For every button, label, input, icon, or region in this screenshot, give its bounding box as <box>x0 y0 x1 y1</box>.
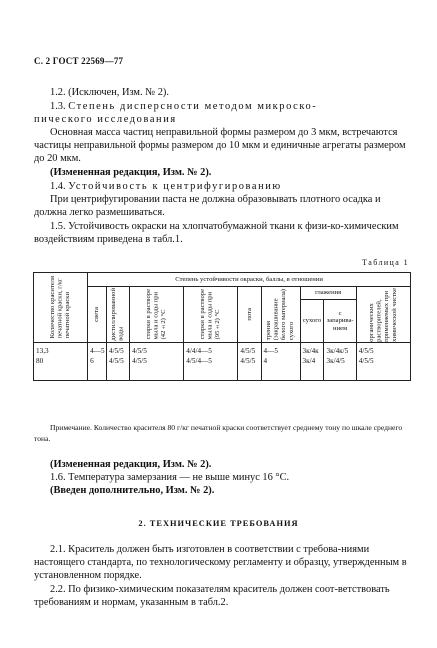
edition-note: (Измененная редакция, Изм. № 2). <box>50 459 212 470</box>
cell-water: 4/5/5 4/5/5 <box>107 343 130 375</box>
col-dry-rub-header: трения (закрашивание белого материала) сухого <box>261 287 300 343</box>
col-ironing-header: глажения <box>300 287 356 300</box>
clause-2-2: 2.2. По физико-химическим показателям краситель должен соот-ветствовать требованиям и нормам, указанным в табл.2. <box>34 584 390 609</box>
col-light-header: света <box>88 287 107 343</box>
cell-dye-amount: 13,3 80 <box>34 343 88 375</box>
cell-light: 4—5 6 <box>88 343 107 375</box>
clause-1-3-text: Основная масса частиц неправильной формы размером до 3 мкм, встречаются частицы неправильной формы размером до 10 мкм и единичные агрегаты размером до 20 мкм. <box>34 127 406 165</box>
cell-soap42: 4/5/5 4/5/5 <box>130 343 184 375</box>
cell-iron-steam: 3к/4к/5 3к/4/5 <box>324 343 356 375</box>
col-iron-steam-header: с запарива- нием <box>324 300 356 343</box>
fastness-table <box>33 272 411 381</box>
clause-1-4-text: При центрифугировании паста не должна образовывать плотного осадка и должна легко размешиваться. <box>34 194 381 219</box>
table-caption: Таблица 1 <box>362 258 409 267</box>
table-row <box>34 343 411 375</box>
col-iron-dry-header: сухого <box>300 300 324 343</box>
clause-1-3-title-a: Степень дисперсности методом микроско- <box>68 101 318 112</box>
page-header: С. 2 ГОСТ 22569—77 <box>34 56 124 66</box>
clause-1-4-heading <box>50 180 410 193</box>
col-water-header: дистиллированной воды <box>107 287 130 343</box>
introduced-note: (Введен дополнительно, Изм. № 2). <box>50 485 215 496</box>
cell-dry-rub: 4—5 4 <box>261 343 300 375</box>
clause-1-4-number: 1.4. <box>50 181 66 192</box>
group-header: Степень устойчивости окраски, баллы, в отношении <box>88 273 411 287</box>
col-dye-amount-header: Количество красителя печатной краски, г/кг печатной краски <box>34 273 88 343</box>
clause-1-3-number: 1.3. <box>50 101 66 112</box>
clause-1-3-edition: (Измененная редакция, Изм. № 2). <box>50 167 212 178</box>
section-title: 2. ТЕХНИЧЕСКИЕ ТРЕБОВАНИЯ <box>138 519 299 528</box>
clause-1-3-title-b: пического исследования <box>34 114 177 125</box>
clause-2-1: 2.1. Краситель должен быть изготовлен в соответствии с требова-ниями настоящего стандарта, по технологическому регламенту и образцу, утвержденным в установленном порядке. <box>34 544 407 582</box>
cell-sweat: 4/5/5 4/5/5 <box>238 343 261 375</box>
clause-1-4-title: Устойчивость к центрифугированию <box>68 181 282 192</box>
cell-solvents: 4/5/5 4/5/5 <box>356 343 410 375</box>
col-solvents-header: органических растворителей, применяемых при химической чистке <box>356 287 410 343</box>
col-soap95-header: стирки в растворе мыла и соды при (95±2) °С <box>184 287 238 343</box>
clause-1-6: 1.6. Температура замерзания — не выше минус 16 °С. <box>50 472 290 483</box>
col-sweat-header: пота <box>238 287 261 343</box>
table-note: Примечание. Количество красителя 80 г/кг печатной краски соответствует среднему тону по шкале среднего тона. <box>34 423 403 443</box>
cell-iron-dry: 3к/4к 3к/4 <box>300 343 324 375</box>
clause-1-3-heading <box>50 100 410 113</box>
cell-soap95: 4/4/4—5 4/5/4—5 <box>184 343 238 375</box>
clause-1-2: 1.2. (Исключен, Изм. № 2). <box>50 87 169 98</box>
col-soap42-header: стирки в растворе мыла и соды при (42±2) °С <box>130 287 184 343</box>
clause-1-5: 1.5. Устойчивость окраски на хлопчатобумажной ткани к физи-ко-химическим воздействиям приведена в табл.1. <box>34 221 399 246</box>
